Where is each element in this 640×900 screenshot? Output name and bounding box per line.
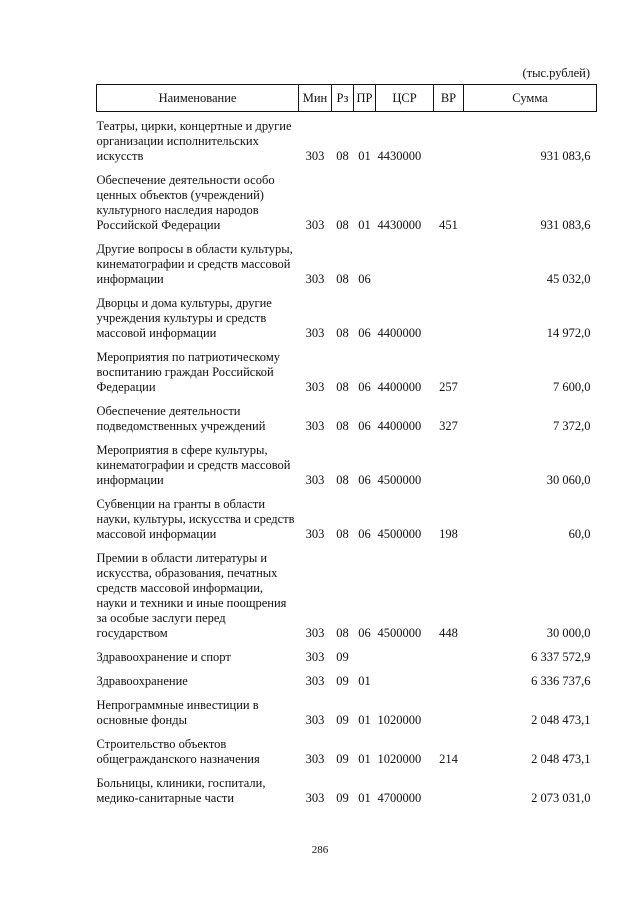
cell-vr — [434, 767, 464, 806]
cell-vr: 257 — [439, 380, 458, 394]
cell-vr — [434, 233, 464, 287]
cell-csr: 4500000 — [377, 626, 422, 640]
cell-sum: 2 048 473,1 — [531, 752, 591, 766]
cell-sum: 6 336 737,6 — [531, 674, 591, 688]
cell-sum: 2 073 031,0 — [531, 791, 591, 805]
cell-name: Непрограммные инвестиции в основные фонды — [96, 698, 259, 727]
table-body — [97, 112, 597, 807]
cell-rz: 09 — [336, 650, 349, 664]
cell-vr — [434, 689, 464, 728]
cell-vr — [434, 665, 464, 689]
cell-vr: 448 — [439, 626, 458, 640]
cell-name: Дворцы и дома культуры, другие учреждения культуры и средств массовой информации — [96, 296, 272, 340]
cell-pr: 01 — [358, 752, 371, 766]
header-pr: ПР — [354, 85, 376, 112]
table-row — [97, 233, 597, 287]
cell-csr: 4430000 — [377, 149, 422, 163]
cell-vr: 214 — [439, 752, 458, 766]
cell-name: Другие вопросы в области культуры, кинематографии и средств массовой информации — [96, 242, 293, 286]
cell-vr — [434, 287, 464, 341]
cell-pr: 06 — [358, 326, 371, 340]
cell-pr: 06 — [358, 272, 371, 286]
header-sum: Сумма — [464, 85, 597, 112]
table-row — [97, 287, 597, 341]
cell-rz: 08 — [336, 272, 349, 286]
cell-rz: 08 — [336, 419, 349, 433]
cell-name: Обеспечение деятельности особо ценных объектов (учреждений) культурного наследия народов Российской Федерации — [96, 173, 275, 232]
cell-csr: 4700000 — [377, 791, 422, 805]
cell-name: Строительство объектов общегражданского назначения — [96, 737, 260, 766]
cell-min: 303 — [305, 626, 325, 640]
cell-sum: 931 083,6 — [540, 218, 591, 232]
cell-rz: 09 — [336, 791, 349, 805]
cell-pr: 01 — [358, 218, 371, 232]
cell-csr: 4400000 — [377, 326, 422, 340]
table-row — [97, 665, 597, 689]
cell-vr: 198 — [439, 527, 458, 541]
table-row — [97, 488, 597, 542]
table-row — [97, 767, 597, 806]
cell-min: 303 — [305, 380, 325, 394]
cell-sum: 931 083,6 — [540, 149, 591, 163]
cell-rz: 08 — [336, 626, 349, 640]
cell-rz: 09 — [336, 713, 349, 727]
cell-name: Премии в области литературы и искусства, образования, печатных средств массовой информации, науки и техники и иные поощрения за особые заслуги перед государством — [96, 551, 287, 640]
cell-min: 303 — [305, 218, 325, 232]
cell-rz: 09 — [336, 674, 349, 688]
cell-name: Мероприятия по патриотическому воспитанию граждан Российской Федерации — [96, 350, 280, 394]
cell-csr: 1020000 — [377, 713, 422, 727]
cell-vr — [434, 112, 464, 165]
cell-sum: 6 337 572,9 — [531, 650, 591, 664]
cell-name: Субвенции на гранты в области науки, культуры, искусства и средств массовой информации — [96, 497, 295, 541]
cell-csr: 1020000 — [377, 752, 422, 766]
cell-csr: 4500000 — [377, 473, 422, 487]
cell-vr: 327 — [439, 419, 458, 433]
cell-rz: 08 — [336, 473, 349, 487]
header-rz: Рз — [332, 85, 354, 112]
cell-min: 303 — [305, 674, 325, 688]
cell-pr: 06 — [358, 626, 371, 640]
table-row — [97, 434, 597, 488]
cell-name: Мероприятия в сфере культуры, кинематографии и средств массовой информации — [96, 443, 291, 487]
cell-min: 303 — [305, 419, 325, 433]
table-row — [97, 641, 597, 665]
header-csr: ЦСР — [376, 85, 434, 112]
cell-name: Здравоохранение — [96, 674, 188, 688]
cell-min: 303 — [305, 713, 325, 727]
cell-csr: 4430000 — [377, 218, 422, 232]
cell-min: 303 — [305, 752, 325, 766]
cell-rz: 09 — [336, 752, 349, 766]
cell-pr: 06 — [358, 527, 371, 541]
cell-pr: 01 — [358, 791, 371, 805]
cell-sum: 2 048 473,1 — [531, 713, 591, 727]
cell-pr: 01 — [358, 713, 371, 727]
cell-pr — [354, 641, 376, 665]
cell-name: Театры, цирки, концертные и другие организации исполнительских искусств — [96, 119, 292, 163]
cell-csr: 4500000 — [377, 527, 422, 541]
cell-name: Обеспечение деятельности подведомственных учреждений — [96, 404, 266, 433]
cell-min: 303 — [305, 527, 325, 541]
cell-sum: 14 972,0 — [546, 326, 591, 340]
budget-table — [96, 84, 597, 806]
cell-csr: 4400000 — [377, 380, 422, 394]
cell-sum: 30 000,0 — [546, 626, 591, 640]
cell-name: Здравоохранение и спорт — [96, 650, 231, 664]
cell-sum: 45 032,0 — [546, 272, 591, 286]
cell-sum: 7 372,0 — [553, 419, 591, 433]
header-vr: ВР — [434, 85, 464, 112]
cell-csr: 4400000 — [377, 419, 422, 433]
cell-pr: 06 — [358, 419, 371, 433]
cell-pr: 01 — [358, 149, 371, 163]
cell-min: 303 — [305, 326, 325, 340]
cell-min: 303 — [305, 149, 325, 163]
cell-pr: 06 — [358, 380, 371, 394]
cell-sum: 7 600,0 — [553, 380, 591, 394]
table-row — [97, 164, 597, 233]
cell-sum: 60,0 — [568, 527, 591, 541]
cell-csr — [376, 641, 434, 665]
cell-min: 303 — [305, 473, 325, 487]
cell-rz: 08 — [336, 527, 349, 541]
cell-vr: 451 — [439, 218, 458, 232]
cell-min: 303 — [305, 791, 325, 805]
table-row — [97, 341, 597, 395]
table-row — [97, 542, 597, 641]
table-header-row — [97, 85, 597, 112]
cell-rz: 08 — [336, 218, 349, 232]
cell-rz: 08 — [336, 149, 349, 163]
table-row — [97, 728, 597, 767]
cell-pr: 06 — [358, 473, 371, 487]
cell-min: 303 — [305, 272, 325, 286]
cell-rz: 08 — [336, 380, 349, 394]
cell-rz: 08 — [336, 326, 349, 340]
table-row — [97, 395, 597, 434]
cell-pr: 01 — [358, 674, 371, 688]
cell-csr — [376, 665, 434, 689]
table-row — [97, 689, 597, 728]
cell-min: 303 — [305, 650, 325, 664]
unit-label: (тыс.рублей) — [522, 66, 590, 80]
cell-sum: 30 060,0 — [546, 473, 591, 487]
page-number: 286 — [311, 844, 329, 856]
cell-vr — [434, 641, 464, 665]
cell-vr — [434, 434, 464, 488]
cell-csr — [376, 233, 434, 287]
header-name: Наименование — [97, 85, 299, 112]
table-row — [97, 112, 597, 165]
header-min: Мин — [299, 85, 332, 112]
cell-name: Больницы, клиники, госпитали, медико-санитарные части — [96, 776, 266, 805]
